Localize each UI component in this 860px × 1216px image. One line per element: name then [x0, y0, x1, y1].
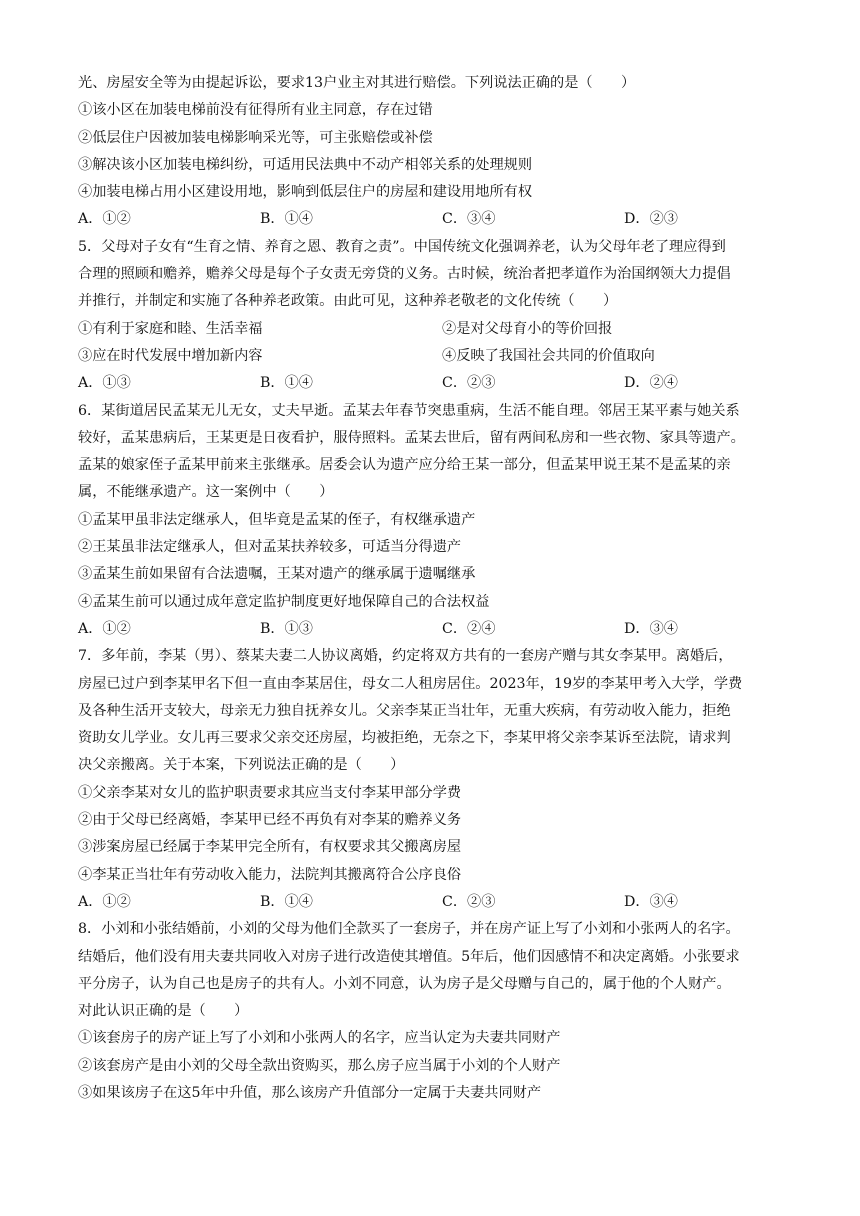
q8-statement-3: ③如果该房子在这5年中升值，那么该房产升值部分一定属于夫妻共同财产	[78, 1084, 542, 1101]
q6-statement-2: ②王某虽非法定继承人，但对孟某扶养较多，可适当分得遗产	[78, 539, 462, 556]
q4-options	[78, 206, 798, 233]
q4-option-a[interactable]: A．①②	[78, 211, 131, 228]
q6-stem-line-1: 6．某街道居民孟某无儿无女，丈夫早逝。孟某去年春节突患重病，生活不能自理。邻居王某平素与她关系	[78, 402, 740, 419]
q6-options	[78, 616, 798, 643]
q7-option-c[interactable]: C．②③	[442, 893, 496, 910]
q7-stem-line-2: 房屋已过户到李某甲名下但一直由李某居住，母女二人租房居住。2023年，19岁的李某甲考入大学，学费	[78, 675, 743, 692]
q7-statement-2: ②由于父母已经离婚，李某甲已经不再负有对李某的赡养义务	[78, 812, 462, 829]
q8-stem-line-2: 结婚后，他们没有用夫妻共同收入对房子进行改造使其增值。5年后，他们因感情不和决定离婚。小张要求	[78, 948, 740, 965]
q8-stem-line-1: 8．小刘和小张结婚前，小刘的父母为他们全款买了一套房子，并在房产证上写了小刘和小张两人的名字。	[78, 921, 740, 938]
q7-option-d[interactable]: D．③④	[624, 893, 678, 910]
q5-statements-row-1	[78, 316, 798, 343]
q7-stem-line-4: 资助女儿学业。女儿再三要求父亲交还房屋，均被拒绝，无奈之下，李某甲将父亲李某诉至法院，请求判	[78, 730, 731, 747]
q7-statement-4: ④李某正当壮年有劳动收入能力，法院判其搬离符合公序良俗	[78, 866, 462, 883]
q6-stem-line-2: 较好，孟某患病后，王某更是日夜看护，服侍照料。孟某去世后，留有两间私房和一些衣物、家具等遗产。	[78, 429, 745, 446]
q5-option-d[interactable]: D．②④	[624, 375, 678, 392]
q7-options	[78, 889, 798, 916]
q5-statements-row-2	[78, 343, 798, 370]
q4-option-b[interactable]: B．①④	[260, 211, 313, 228]
q5-statement-2: ②是对父母育小的等价回报	[442, 320, 613, 337]
q8-statement-1: ①该套房子的房产证上写了小刘和小张两人的名字，应当认定为夫妻共同财产	[78, 1030, 561, 1047]
q6-stem-line-4: 属，不能继承遗产。这一案例中（ ）	[78, 484, 334, 501]
q7-statement-3: ③涉案房屋已经属于李某甲完全所有，有权要求其父搬离房屋	[78, 839, 462, 856]
q5-statement-4: ④反映了我国社会共同的价值取向	[442, 347, 655, 364]
q6-statement-1: ①孟某甲虽非法定继承人，但毕竟是孟某的侄子，有权继承遗产	[78, 511, 476, 528]
q4-option-d[interactable]: D．②③	[624, 211, 678, 228]
q4-statement-4: ④加装电梯占用小区建设用地，影响到低层住户的房屋和建设用地所有权	[78, 184, 533, 201]
q5-options	[78, 370, 798, 397]
q5-option-a[interactable]: A．①③	[78, 375, 131, 392]
q6-stem-line-3: 孟某的娘家侄子孟某甲前来主张继承。居委会认为遗产应分给王某一部分，但孟某甲说王某不是孟某的亲	[78, 457, 731, 474]
question-content	[78, 70, 798, 1107]
q7-option-a[interactable]: A．①②	[78, 893, 131, 910]
q7-stem-line-3: 及各种生活开支较大，母亲无力独自抚养女儿。父亲李某正当壮年，无重大疾病，有劳动收入能力，拒绝	[78, 702, 731, 719]
q6-statement-4: ④孟某生前可以通过成年意定监护制度更好地保障自己的合法权益	[78, 593, 490, 610]
q6-option-c[interactable]: C．②④	[442, 620, 496, 637]
q5-statement-1: ①有利于家庭和睦、生活幸福	[78, 320, 263, 337]
q4-option-c[interactable]: C．③④	[442, 211, 496, 228]
q8-stem-line-4: 对此认识正确的是（ ）	[78, 1003, 249, 1020]
q5-stem-line-1: 5．父母对子女有“生育之情、养育之恩、教育之责”。中国传统文化强调养老，认为父母年老了理应得到	[78, 238, 726, 255]
q5-stem-line-3: 并推行，并制定和实施了各种养老政策。由此可见，这种养老敬老的文化传统（ ）	[78, 293, 618, 310]
q8-statement-2: ②该套房产是由小刘的父母全款出资购买，那么房子应当属于小刘的个人财产	[78, 1057, 561, 1074]
q6-option-d[interactable]: D．③④	[624, 620, 678, 637]
q7-stem-line-1: 7．多年前，李某（男）、蔡某夫妻二人协议离婚，约定将双方共有的一套房产赠与其女李某甲。离婚后，	[78, 648, 733, 665]
q5-statement-3: ③应在时代发展中增加新内容	[78, 347, 263, 364]
q7-statement-1: ①父亲李某对女儿的监护职责要求其应当支付李某甲部分学费	[78, 784, 462, 801]
q6-statement-3: ③孟某生前如果留有合法遗嘱，王某对遗产的继承属于遗嘱继承	[78, 566, 476, 583]
q5-stem-line-2: 合理的照顾和赡养，赡养父母是每个子女责无旁贷的义务。古时候，统治者把孝道作为治国纲领大力提倡	[78, 266, 731, 283]
q4-statement-3: ③解决该小区加装电梯纠纷，可适用民法典中不动产相邻关系的处理规则	[78, 156, 533, 173]
q5-option-c[interactable]: C．②③	[442, 375, 496, 392]
q4-stem-continued: 光、房屋安全等为由提起诉讼，要求13户业主对其进行赔偿。下列说法正确的是（ ）	[78, 75, 636, 91]
q4-statement-2: ②低层住户因被加装电梯影响采光等，可主张赔偿或补偿	[78, 129, 433, 146]
q7-stem-line-5: 决父亲搬离。关于本案，下列说法正确的是（ ）	[78, 757, 405, 774]
q5-option-b[interactable]: B．①④	[260, 375, 313, 392]
q6-option-b[interactable]: B．①③	[260, 620, 313, 637]
q6-option-a[interactable]: A．①②	[78, 620, 131, 637]
q4-statement-1: ①该小区在加装电梯前没有征得所有业主同意，存在过错	[78, 102, 433, 119]
q7-option-b[interactable]: B．①④	[260, 893, 313, 910]
q8-stem-line-3: 平分房子，认为自己也是房子的共有人。小刘不同意，认为房子是父母赠与自己的，属于他的个人财产。	[78, 975, 731, 992]
